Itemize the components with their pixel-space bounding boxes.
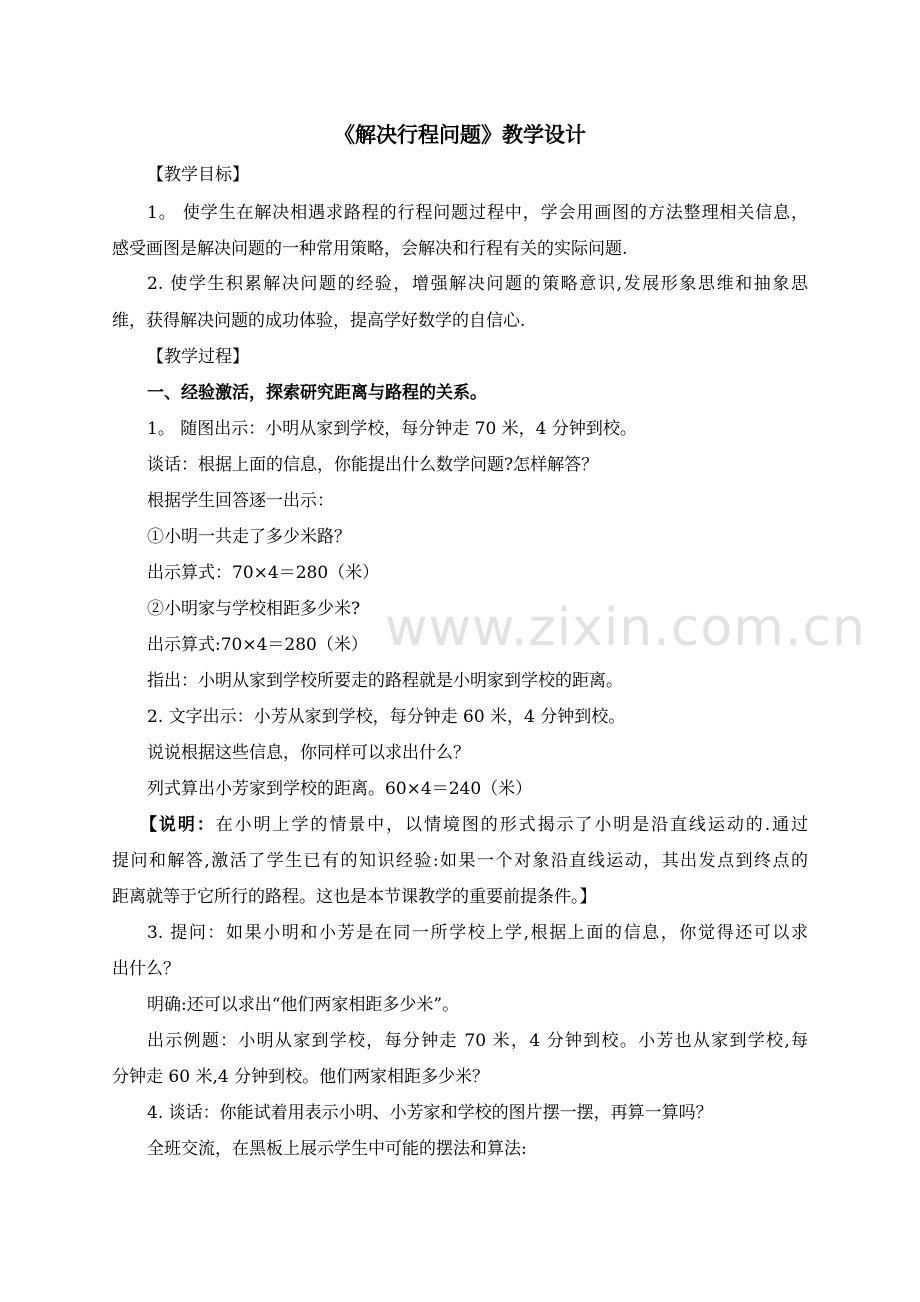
watermark: www.zixin.com.cn <box>385 598 866 658</box>
paragraph-line: 维，获得解决问题的成功体验，提高学好数学的自信心. <box>112 311 526 331</box>
paragraph-line: ①小明一共走了多少米路？ <box>147 527 351 547</box>
paragraph-line: 4. 谈话：你能试着用表示小明、小芳家和学校的图片摆一摆，再算一算吗？ <box>147 1103 713 1123</box>
paragraph-line: 出什么？ <box>112 959 180 979</box>
formula-line: 出示算式:70×4＝280（米） <box>147 635 368 655</box>
paragraph-line: 感受画图是解决问题的一种常用策略，会解决和行程有关的实际问题. <box>112 239 628 259</box>
paragraph-line: 提问和解答,激活了学生已有的知识经验:如果一个对象沿直线运动，其出发点到终点的 <box>112 851 808 871</box>
paragraph-line: 2. 文字出示：小芳从家到学校，每分钟走 60 米，4 分钟到校。 <box>147 707 626 727</box>
paragraph-line: 出示例题：小明从家到学校，每分钟走 70 米，4 分钟到校。小芳也从家到学校,每 <box>147 1031 808 1051</box>
paragraph-line: 1。 使学生在解决相遇求路程的行程问题过程中，学会用画图的方法整理相关信息， <box>147 203 808 223</box>
note-text: 在小明上学的情景中，以情境图的形式揭示了小明是沿直线运动的.通过 <box>215 815 809 835</box>
paragraph-line: ②小明家与学校相距多少米? <box>147 599 361 619</box>
paragraph-line: 明确:还可以求出“他们两家相距多少米”。 <box>147 995 460 1015</box>
paragraph-line: 谈话：根据上面的信息，你能提出什么数学问题?怎样解答？ <box>147 455 599 475</box>
paragraph-line: 指出：小明从家到学校所要走的路程就是小明家到学校的距离。 <box>147 671 623 691</box>
paragraph-line: 分钟走 60 米,4 分钟到校。他们两家相距多少米？ <box>112 1067 490 1087</box>
formula-line: 出示算式：70×4＝280（米） <box>147 563 380 583</box>
section-heading-process: 【教学过程】 <box>147 347 249 367</box>
section-heading-goals: 【教学目标】 <box>147 165 249 185</box>
paragraph-line: 距离就等于它所行的路程。这也是本节课教学的重要前提条件。】 <box>112 887 597 907</box>
formula-line: 列式算出小芳家到学校的距离。60×4＝240（米） <box>147 779 533 799</box>
step-heading: 一、经验激活，探索研究距离与路程的关系。 <box>147 383 487 403</box>
document-title: 《解决行程问题》教学设计 <box>334 123 586 147</box>
paragraph-line: 全班交流，在黑板上展示学生中可能的摆法和算法: <box>147 1139 527 1159</box>
paragraph-line: 2. 使学生积累解决问题的经验，增强解决问题的策略意识,发展形象思维和抽象思 <box>147 274 808 294</box>
note-label: 【说明： <box>140 815 216 835</box>
paragraph-line: 说说根据这些信息，你同样可以求出什么？ <box>147 743 470 763</box>
note-line <box>140 814 808 836</box>
paragraph-line: 3. 提问：如果小明和小芳是在同一所学校上学,根据上面的信息，你觉得还可以求 <box>147 923 808 943</box>
paragraph-line: 根据学生回答逐一出示： <box>147 491 334 511</box>
paragraph-line: 1。 随图出示：小明从家到学校，每分钟走 70 米，4 分钟到校。 <box>147 419 637 439</box>
